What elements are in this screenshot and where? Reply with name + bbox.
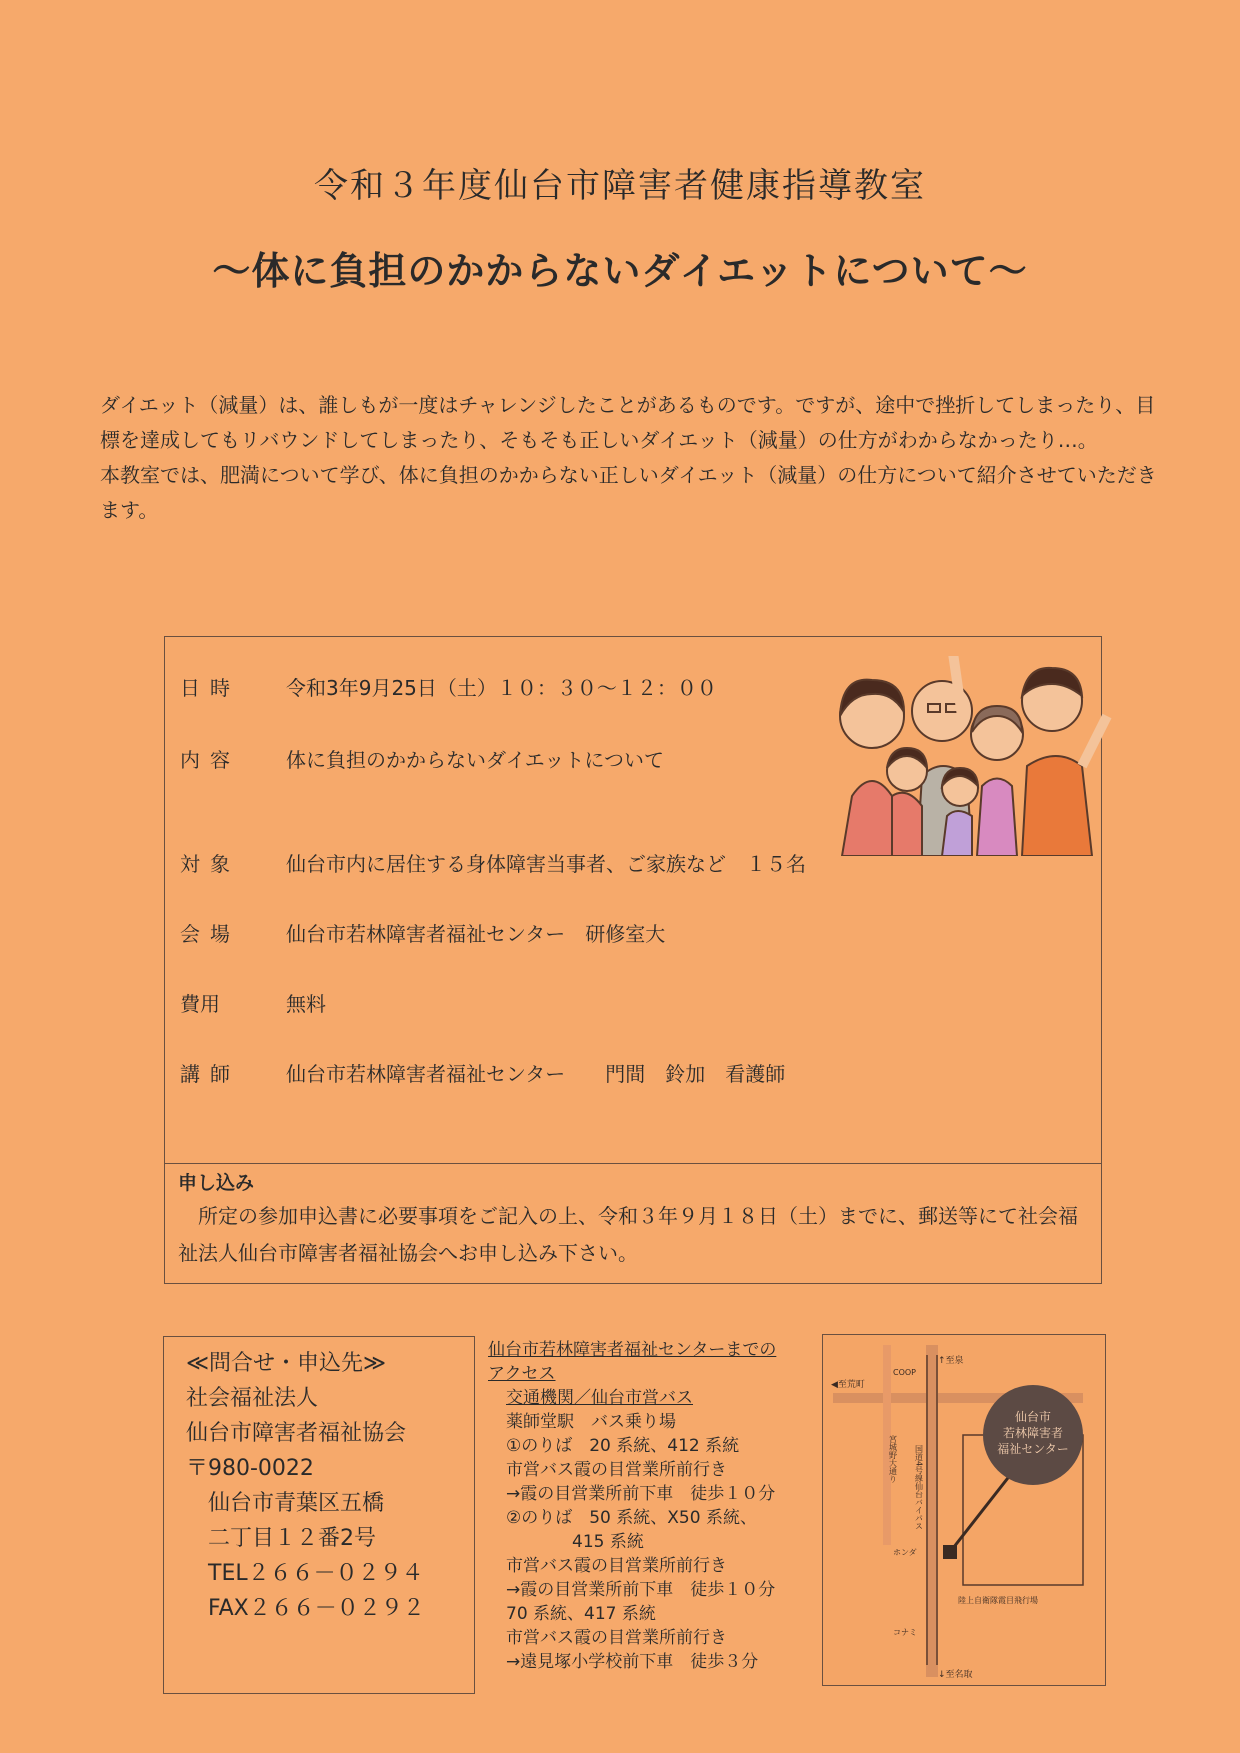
access-line: 415 系統	[572, 1532, 644, 1552]
contact-postal: 〒980-0022	[186, 1456, 314, 1481]
detail-label: 会場	[180, 922, 240, 946]
access-line: ②のりば 50 系統、X50 系統、	[506, 1508, 757, 1528]
map-konan: コナミ	[893, 1628, 917, 1637]
contact-org1: 社会福祉法人	[186, 1386, 319, 1411]
access-line: →霞の目営業所前下車 徒歩１０分	[506, 1484, 776, 1504]
intro-paragraph-2: 本教室では、肥満について学び、体に負担のかからない正しいダイエット（減量）の仕方について紹介させていただきます。	[100, 463, 1157, 522]
detail-value: 仙台市内に居住する身体障害当事者、ご家族など １５名	[286, 852, 806, 876]
contact-fax: FAX２６６－０２９２	[208, 1596, 425, 1621]
family-illustration	[812, 656, 1112, 856]
detail-value: 仙台市若林障害者福祉センター 研修室大	[286, 922, 666, 946]
map-south: ↓至名取	[938, 1670, 973, 1680]
detail-label: 日時	[180, 676, 240, 700]
access-line: ①のりば 20 系統、412 系統	[506, 1436, 740, 1456]
access-map	[822, 1334, 1106, 1686]
access-heading1: 仙台市若林障害者福祉センターまでの	[488, 1340, 777, 1360]
map-road-b: 宮城野大通り	[888, 1435, 898, 1483]
access-line: 市営バス霞の目営業所前行き	[506, 1460, 727, 1480]
contact-address2: 二丁目１２番2号	[208, 1526, 376, 1551]
access-line: 70 系統、417 系統	[506, 1604, 656, 1624]
contact-heading: ≪問合せ・申込先≫	[186, 1351, 387, 1376]
map-road-a: 国道4号線仙台バイパス	[914, 1445, 924, 1531]
access-line: →霞の目営業所前下車 徒歩１０分	[506, 1580, 776, 1600]
map-west: ◀至荒町	[831, 1380, 865, 1390]
apply-title: 申し込み	[178, 1172, 255, 1194]
access-station: 薬師堂駅 バス乗り場	[506, 1412, 676, 1432]
map-coop: COOP	[893, 1368, 917, 1377]
map-badge-line1: 仙台市	[1014, 1410, 1052, 1424]
contact-org2: 仙台市障害者福祉協会	[186, 1421, 407, 1446]
access-transport: 交通機関／仙台市営バス	[506, 1388, 693, 1408]
detail-label: 対象	[180, 852, 240, 876]
contact-address1: 仙台市青葉区五橋	[208, 1491, 385, 1516]
detail-value: 令和3年9月25日（土）１０：３０～１２：００	[286, 676, 717, 700]
info-divider	[164, 1163, 1102, 1164]
apply-body: 所定の参加申込書に必要事項をご記入の上、令和３年９月１８日（土）までに、郵送等にて社会福祉法人仙台市障害者福祉協会へお申し込み下さい。	[178, 1204, 1078, 1265]
access-info	[488, 1338, 823, 1674]
title-line2: ～体に負担のかからないダイエットについて～	[212, 249, 1028, 293]
access-heading2: アクセス	[488, 1364, 556, 1384]
map-nearby: 陸上自衛隊霞目飛行場	[958, 1596, 1038, 1605]
access-line: →遠見塚小学校前下車 徒歩３分	[506, 1652, 759, 1672]
detail-label: 内容	[180, 748, 240, 772]
title-line1: 令和３年度仙台市障害者健康指導教室	[314, 166, 926, 206]
map-north: ↑至泉	[938, 1356, 964, 1366]
intro-text	[100, 388, 1160, 528]
detail-value: 無料	[286, 992, 326, 1016]
access-line: 市営バス霞の目営業所前行き	[506, 1628, 727, 1648]
detail-value: 仙台市若林障害者福祉センター 門間 鈴加 看護師	[286, 1062, 786, 1086]
map-honda: ホンダ	[893, 1548, 917, 1557]
detail-label: 費用	[180, 992, 220, 1016]
map-badge-line2: 若林障害者	[1002, 1426, 1064, 1440]
map-badge-line3: 福祉センター	[997, 1442, 1069, 1456]
intro-paragraph-1: ダイエット（減量）は、誰しもが一度はチャレンジしたことがあるものです。ですが、途中で挫折してしまったり、目標を達成してもリバウンドしてしまったり、そもそも正しいダイエット（減量）の仕方がわからなかったり…。	[100, 393, 1156, 452]
contact-info	[186, 1346, 425, 1626]
map-drawing	[823, 1335, 1107, 1687]
detail-label: 講師	[180, 1062, 240, 1086]
contact-tel: TEL２６６－０２９４	[208, 1561, 424, 1586]
detail-value: 体に負担のかからないダイエットについて	[286, 748, 664, 772]
access-line: 市営バス霞の目営業所前行き	[506, 1556, 727, 1576]
